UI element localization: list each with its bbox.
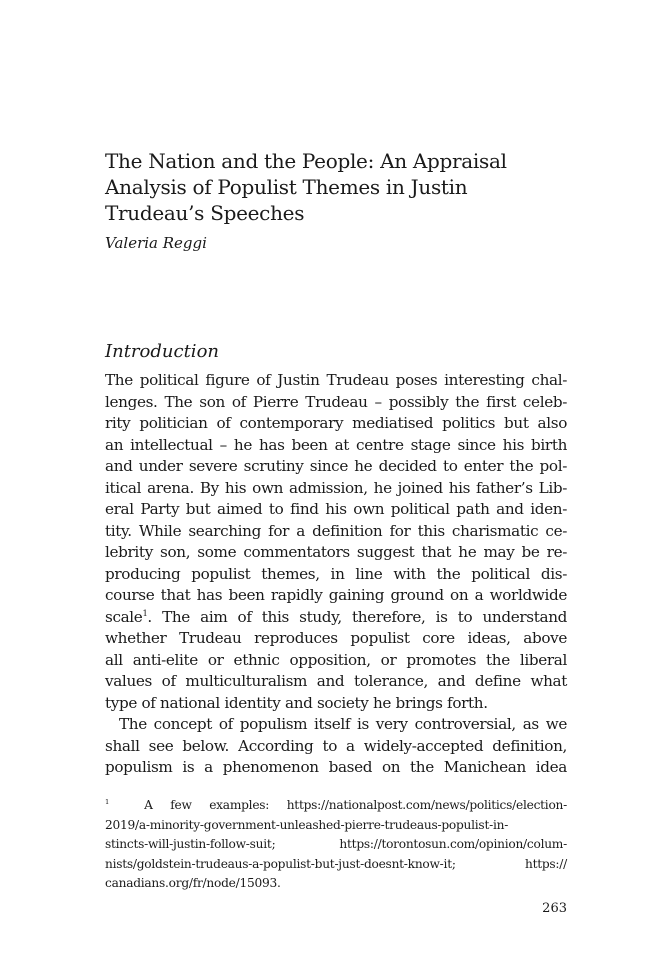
text-line: values of multiculturalism and tolerance, and define what	[105, 672, 567, 690]
text-line-with-footnote	[105, 607, 567, 629]
footnote-line: stincts-will-justin-follow-suit; https://torontosun.com/opinion/colum-	[105, 837, 567, 851]
footnote-text: A few examples: https://nationalpost.com/news/politics/election-	[144, 798, 567, 812]
title-line: Trudeau’s Speeches	[105, 201, 305, 225]
footnote	[105, 796, 567, 894]
body-paragraphs	[105, 370, 567, 779]
page-number: 263	[542, 901, 567, 916]
footnote-line	[105, 796, 567, 816]
footnote-reference: 1	[142, 607, 148, 618]
title-line: The Nation and the People: An Appraisal	[105, 149, 507, 173]
footnote-line: canadians.org/fr/node/15093.	[105, 876, 281, 890]
text-line: lebrity son, some commentators suggest that he may be re-	[105, 543, 567, 561]
author-name: Valeria Reggi	[105, 234, 207, 252]
text-fragment: scale	[105, 607, 143, 626]
text-line: all anti-elite or ethnic opposition, or promotes the liberal	[105, 650, 567, 669]
text-line: and under severe scrutiny since he decided to enter the pol-	[105, 457, 567, 475]
text-line: whether Trudeau reproduces populist core ideas, above	[105, 629, 567, 647]
text-line: lenges. The son of Pierre Trudeau – possibly the first celeb-	[105, 392, 567, 411]
footnote-marker: 1	[105, 797, 110, 806]
text-line: populism is a phenomenon based on the Manichean idea	[105, 758, 567, 776]
text-fragment: . The aim of this study, therefore, is to understand	[147, 607, 567, 626]
text-line: course that has been rapidly gaining ground on a worldwide	[105, 586, 567, 604]
text-line: type of national identity and society he brings forth.	[105, 693, 488, 712]
text-line: itical arena. By his own admission, he joined his father’s Lib-	[105, 478, 567, 497]
article-title	[105, 148, 575, 226]
text-line: The concept of populism itself is very controversial, as we	[119, 715, 567, 733]
footnote-line: 2019/a-minority-government-unleashed-pierre-trudeaus-populist-in-	[105, 817, 509, 832]
text-line: shall see below. According to a widely-accepted definition,	[105, 736, 567, 755]
title-line: Analysis of Populist Themes in Justin	[105, 175, 468, 199]
text-line: rity politician of contemporary mediatised politics but also	[105, 414, 567, 432]
section-heading: Introduction	[105, 341, 219, 362]
text-line: producing populist themes, in line with the political dis-	[105, 564, 567, 583]
text-line: eral Party but aimed to find his own political path and iden-	[105, 500, 567, 518]
text-line: tity. While searching for a definition for this charismatic ce-	[105, 521, 567, 540]
text-line: The political figure of Justin Trudeau poses interesting chal-	[105, 371, 567, 389]
text-line: an intellectual – he has been at centre stage since his birth	[105, 435, 567, 454]
footnote-line: nists/goldstein-trudeaus-a-populist-but-just-doesnt-know-it; https://	[105, 856, 567, 871]
